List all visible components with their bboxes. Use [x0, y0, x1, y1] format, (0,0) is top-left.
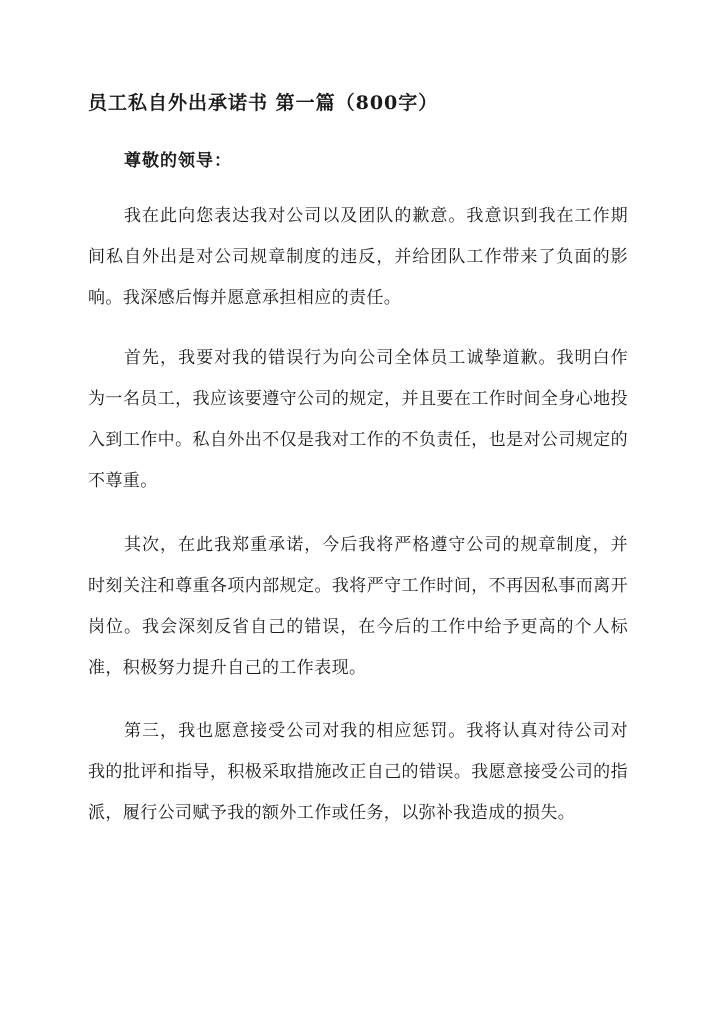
- paragraph-first: 首先，我要对我的错误行为向公司全体员工诚挚道歉。我明白作为一名员工，我应该要遵守公司的规定，并且要在工作时间全身心地投入到工作中。私自外出不仅是我对工作的不负责任，也是对公司规定的不尊重。: [88, 348, 628, 491]
- document-title: 员工私自外出承诺书 第一篇（800字）: [88, 92, 439, 114]
- paragraph-third: 第三，我也愿意接受公司对我的相应惩罚。我将认真对待公司对我的批评和指导，积极采取措施改正自己的错误。我愿意接受公司的指派，履行公司赋予我的额外工作或任务，以弥补我造成的损失。: [88, 721, 628, 823]
- salutation: 尊敬的领导：: [124, 151, 232, 171]
- paragraph-second: 其次，在此我郑重承诺，今后我将严格遵守公司的规章制度，并时刻关注和尊重各项内部规定。我将严守工作时间，不再因私事而离开岗位。我会深刻反省自己的错误，在今后的工作中给予更高的个人标准，积极努力提升自己的工作表现。: [88, 535, 628, 678]
- paragraph-apology: 我在此向您表达我对公司以及团队的歉意。我意识到我在工作期间私自外出是对公司规章制度的违反，并给团队工作带来了负面的影响。我深感后悔并愿意承担相应的责任。: [88, 206, 628, 308]
